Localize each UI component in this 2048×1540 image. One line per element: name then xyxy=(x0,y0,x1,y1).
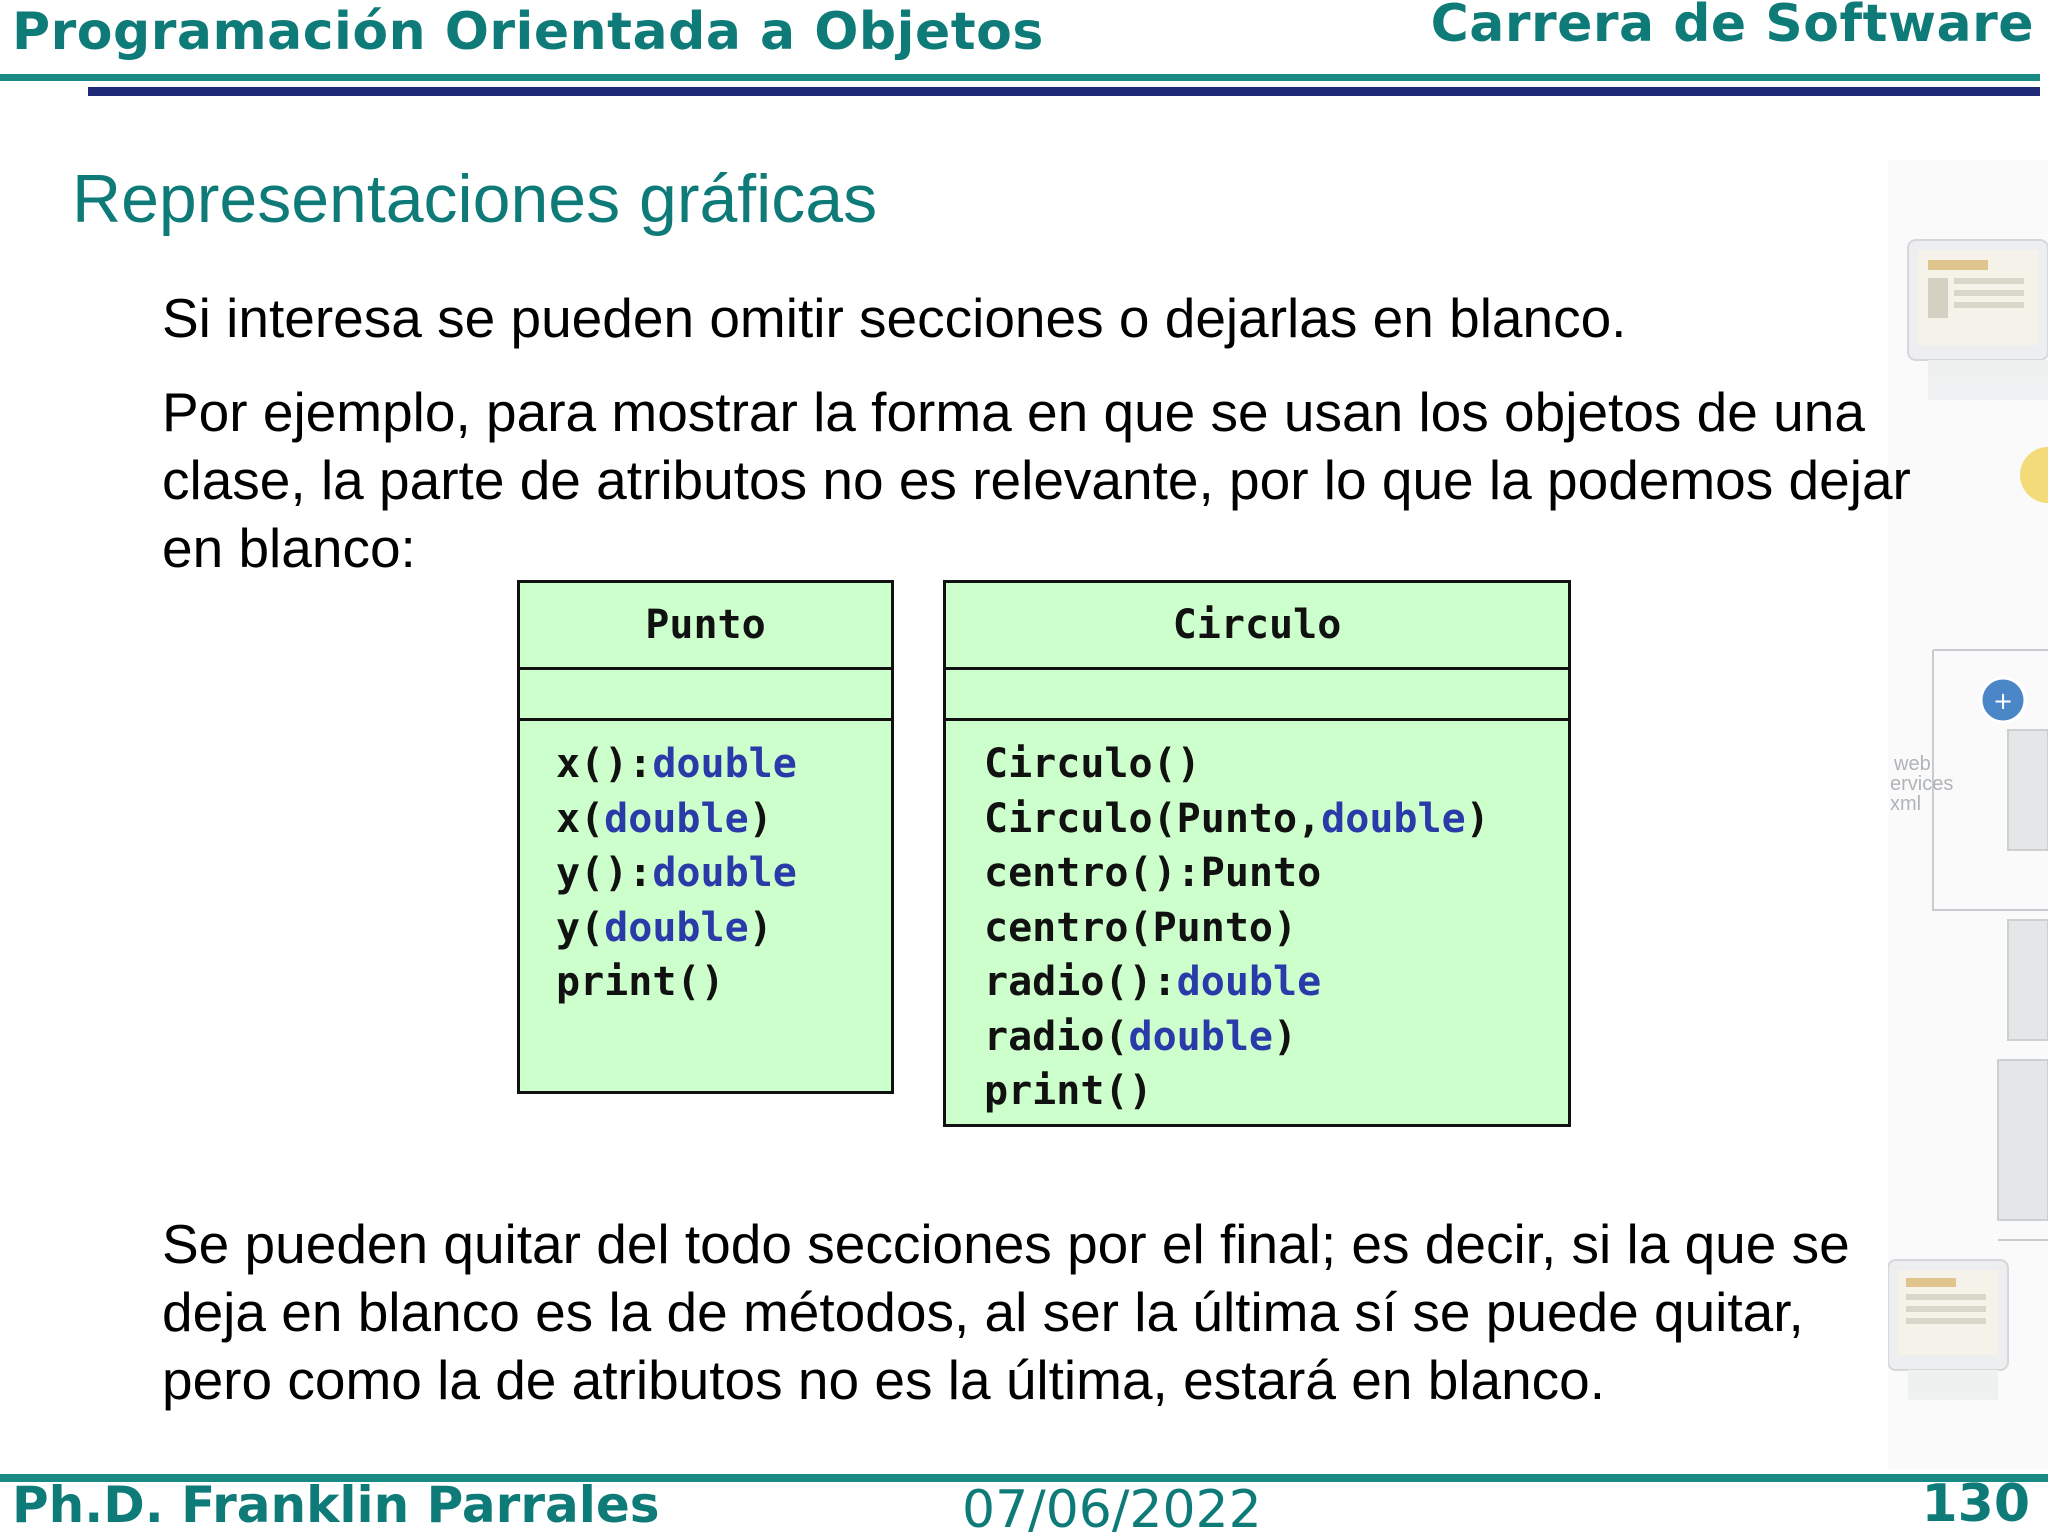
uml-class-punto xyxy=(517,580,894,1094)
paragraph-omit-sections: Si interesa se pueden omitir secciones o dejarlas en blanco. xyxy=(162,287,1627,349)
operation-circulo-5: radio(double) xyxy=(984,1013,1298,1060)
operation-circulo-4: radio():double xyxy=(984,959,1322,1005)
sidebar-label-line2: ervices xyxy=(1890,773,1954,795)
operation-punto-2: y():double xyxy=(556,850,797,896)
sidebar-label-line1: web xyxy=(1894,753,1931,775)
program-title: Carrera de Software xyxy=(1430,0,2034,54)
course-title: Programación Orientada a Objetos xyxy=(12,2,1044,62)
header-rule-navy xyxy=(88,87,2040,96)
operation-punto-4: print() xyxy=(556,959,725,1005)
attributes-section-punto xyxy=(520,670,891,721)
attributes-section-circulo xyxy=(946,670,1568,721)
operation-punto-3: y(double) xyxy=(556,904,773,951)
operations-section-punto xyxy=(520,721,891,1010)
operation-punto-1: x(double) xyxy=(556,795,773,842)
operation-circulo-0: Circulo() xyxy=(984,741,1201,787)
header-rule-teal xyxy=(0,74,2040,81)
operation-circulo-6: print() xyxy=(984,1068,1153,1114)
footer-date: 07/06/2022 xyxy=(962,1480,1262,1540)
operation-circulo-3: centro(Punto) xyxy=(984,904,1298,951)
svg-text:+: + xyxy=(1992,687,2014,715)
class-name-circulo: Circulo xyxy=(946,583,1568,670)
sidebar-label-line3: xml xyxy=(1890,793,1922,815)
operation-circulo-1: Circulo(Punto,double) xyxy=(984,795,1490,842)
class-name-punto: Punto xyxy=(520,583,891,670)
operations-section-circulo xyxy=(946,721,1568,1119)
slide-title: Representaciones gráficas xyxy=(72,161,878,237)
paragraph-example: Por ejemplo, para mostrar la forma en que se usan los objetos de una clase, la parte de atributos no es relevante, por lo que la podemos dejar en blanco: xyxy=(162,381,1911,579)
uml-class-circulo xyxy=(943,580,1571,1127)
footer-author: Ph.D. Franklin Parrales xyxy=(12,1476,660,1534)
paragraph-remove-sections: Se pueden quitar del todo secciones por el final; es decir, si la que se deja en blanco es la de métodos, al ser la última sí se puede quitar, pero como la de atributos no es la última, estará en blanco. xyxy=(162,1213,1850,1411)
operation-punto-0: x():double xyxy=(556,741,797,787)
operation-circulo-2: centro():Punto xyxy=(984,850,1322,896)
monitor-icon xyxy=(1908,240,2048,400)
page-number: 130 xyxy=(1921,1474,2030,1534)
